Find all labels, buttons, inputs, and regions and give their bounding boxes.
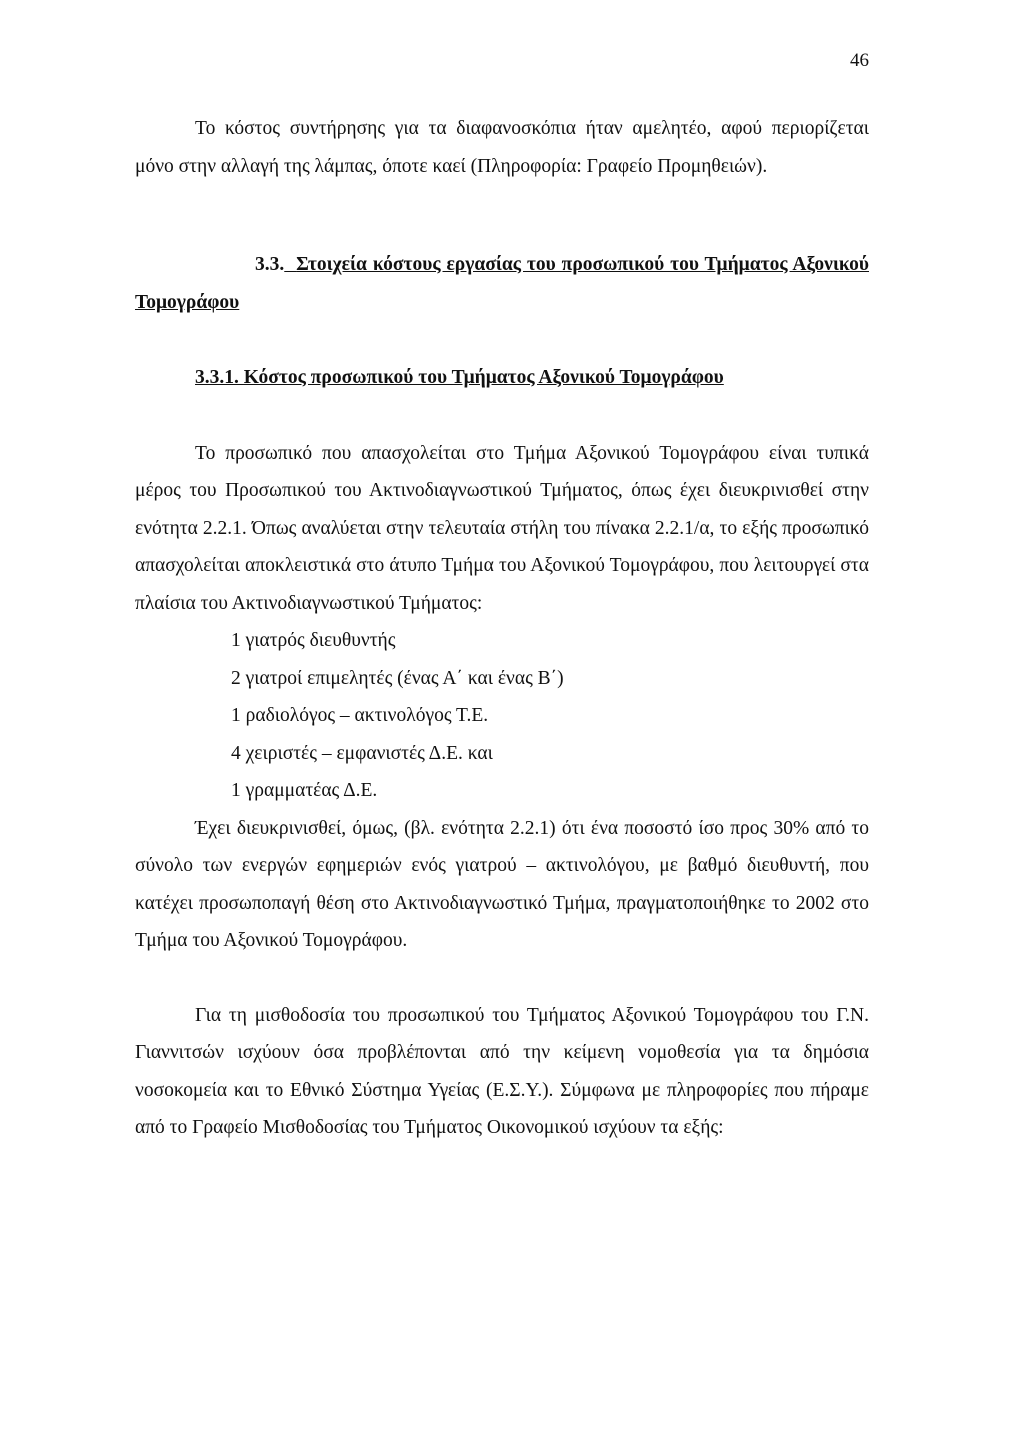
- staff-item-director: 1 γιατρός διευθυντής: [231, 630, 396, 651]
- document-body: [135, 110, 869, 1147]
- paragraph-staff-intro: Το προσωπικό που απασχολείται στο Τμήμα Αξονικού Τομογράφου είναι τυπικά μέρος του Προσωπικού του Ακτινοδιαγνωστικού Τμήματος, όπως έχει διευκρινισθεί στην ενότητα 2.2.1. Όπως αναλύεται στην τελευταία στήλη του πίνακα 2.2.1/α, το εξής προσωπικό απασχολείται αποκλειστικά στο άτυπο Τμήμα του Αξονικού Τομογράφου, που λειτουργεί στα πλαίσια του Ακτινοδιαγνωστικού Τμήματος:: [135, 442, 869, 614]
- section-heading: [135, 246, 869, 321]
- page-number: 46: [850, 50, 869, 71]
- staff-item-operators: 4 χειριστές – εμφανιστές Δ.Ε. και: [231, 742, 493, 764]
- staff-item-curators: 2 γιατροί επιμελητές (ένας Α΄ και ένας Β΄): [231, 667, 564, 689]
- section-number: 3.3.: [255, 254, 285, 275]
- paragraph-payroll: Για τη μισθοδοσία του προσωπικού του Τμήματος Αξονικού Τομογράφου του Γ.Ν. Γιαννιτσών ισχύουν όσα προβλέπονται από την κείμενη νομοθεσία για τα δημόσια νοσοκομεία και το Εθνικό Σύστημα Υγείας (Ε.Σ.Υ.). Σύμφωνα με πληροφορίες που πήραμε από το Γραφείο Μισθοδοσίας του Τμήματος Οικονομικού ισχύουν τα εξής:: [135, 1004, 869, 1138]
- paragraph-maintenance-cost: Το κόστος συντήρησης για τα διαφανοσκόπια ήταν αμελητέο, αφού περιορίζεται μόνο στην αλλαγή της λάμπας, όποτε καεί (Πληροφορία: Γραφείο Προμηθειών).: [135, 118, 869, 177]
- paragraph-on-call-share: Έχει διευκρινισθεί, όμως, (βλ. ενότητα 2.2.1) ότι ένα ποσοστό ίσο προς 30% από το σύνολο των ενεργών εφημεριών ενός γιατρού – ακτινολόγου, με βαθμό διευθυντή, που κατέχει προσωποπαγή θέση στο Ακτινοδιαγνωστικό Τμήμα, πραγματοποιήθηκε το 2002 στο Τμήμα του Αξονικού Τομογράφου.: [135, 817, 869, 951]
- section-title: Στοιχεία κόστους εργασίας του προσωπικού του Τμήματος Αξονικού Τομογράφου: [135, 254, 869, 313]
- staff-item-secretary: 1 γραμματέας Δ.Ε.: [231, 780, 378, 801]
- staff-list: [135, 622, 869, 810]
- subsection-heading: 3.3.1. Κόστος προσωπικού του Τμήματος Αξονικού Τομογράφου: [195, 367, 724, 388]
- staff-item-radiologist: 1 ραδιολόγος – ακτινολόγος Τ.Ε.: [231, 705, 489, 726]
